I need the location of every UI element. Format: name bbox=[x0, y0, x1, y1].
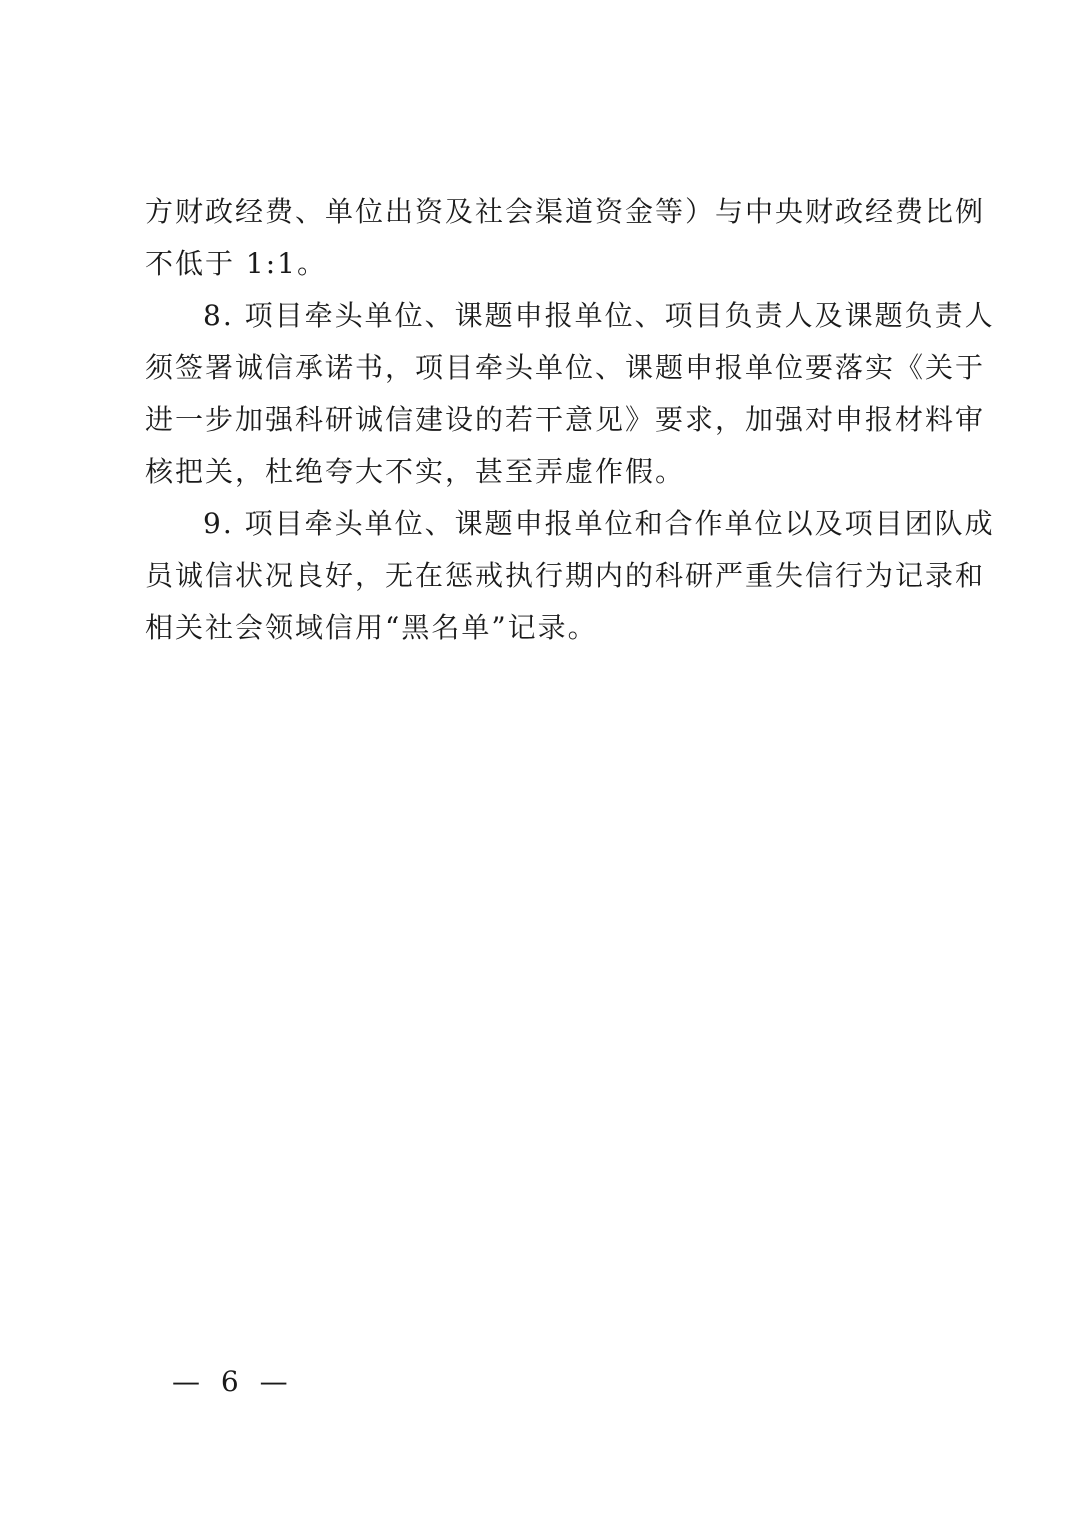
text-line: 相关社会领域信用“黑名单”记录。 bbox=[145, 611, 598, 644]
text-line: 8. 项目牵头单位、课题申报单位、项目负责人及课题负责人 bbox=[203, 299, 995, 332]
text-line: 方财政经费、单位出资及社会渠道资金等）与中央财政经费比例 bbox=[145, 195, 986, 228]
text-line: 不低于 1:1。 bbox=[145, 247, 327, 280]
text-line: 须签署诚信承诺书，项目牵头单位、课题申报单位要落实《关于 bbox=[145, 351, 986, 384]
text-line: 核把关，杜绝夸大不实，甚至弄虚作假。 bbox=[145, 455, 686, 488]
page-number: — 6 — bbox=[172, 1365, 294, 1398]
text-line: 员诚信状况良好，无在惩戒执行期内的科研严重失信行为记录和 bbox=[145, 559, 986, 592]
text-line: 进一步加强科研诚信建设的若干意见》要求，加强对申报材料审 bbox=[145, 403, 986, 436]
text-line: 9. 项目牵头单位、课题申报单位和合作单位以及项目团队成 bbox=[203, 507, 995, 540]
